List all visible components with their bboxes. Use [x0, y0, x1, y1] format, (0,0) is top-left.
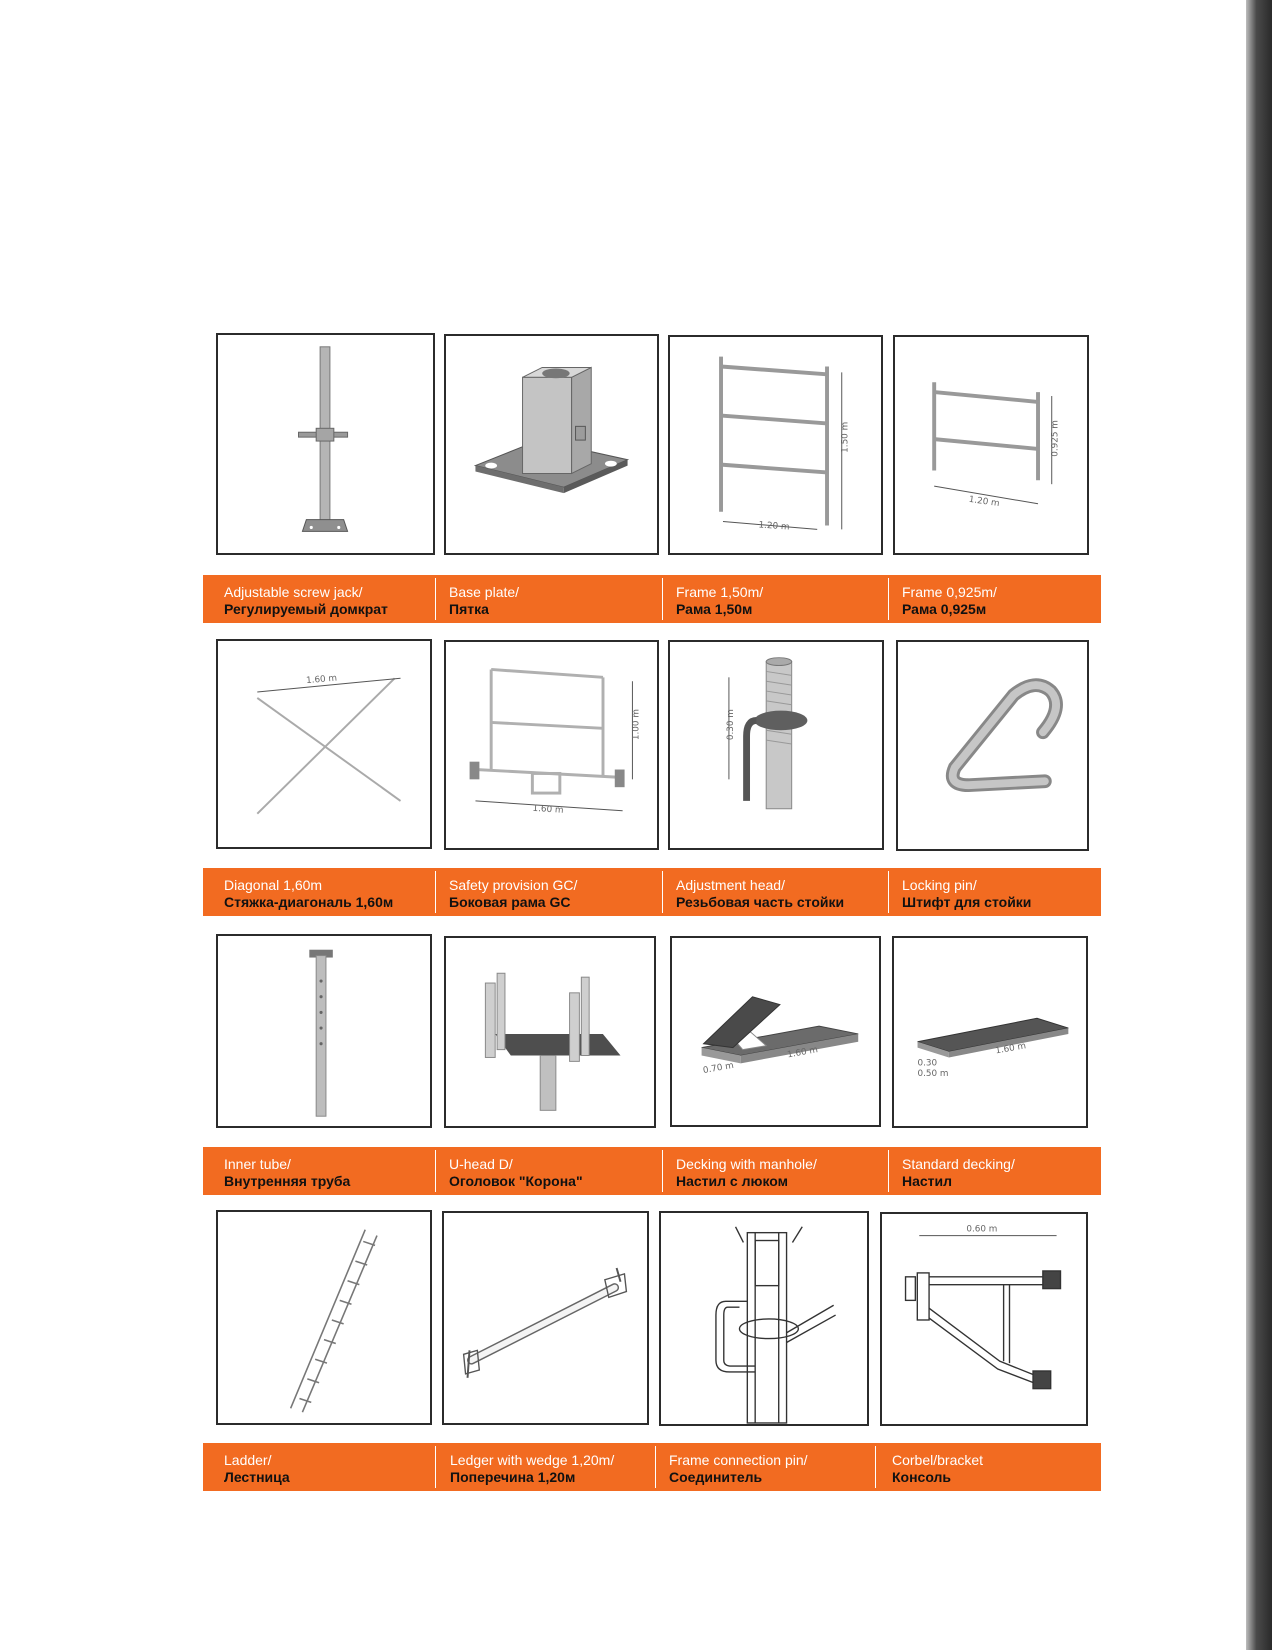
dim-corbel-length: 0.60 m [966, 1224, 998, 1235]
caption-band-row-2 [203, 868, 1101, 916]
image-inner-tube [216, 934, 432, 1128]
image-base-plate [444, 334, 659, 555]
image-ladder [216, 1210, 432, 1425]
dim-frame0925-width: 1.20 m [968, 494, 1001, 510]
image-screw-jack [216, 333, 435, 555]
dim-frame150-height: 1.50 m [840, 421, 851, 453]
caption-band-row-3 [203, 1147, 1101, 1195]
caption-screw-jack: Adjustable screw jack/ Регулируемый домкрат [224, 584, 388, 617]
caption-standard-decking: Standard decking/ Настил [902, 1156, 1015, 1189]
caption-inner-tube: Inner tube/ Внутренняя труба [224, 1156, 351, 1189]
image-u-head-d [444, 936, 656, 1128]
caption-ledger-wedge: Ledger with wedge 1,20m/ Поперечина 1,20м [450, 1452, 615, 1485]
caption-band-row-4 [203, 1443, 1101, 1491]
dim-diagonal-length: 1.60 m [305, 673, 338, 687]
caption-diagonal: Diagonal 1,60m Стяжка-диагональ 1,60м [224, 877, 394, 910]
image-ledger-wedge [442, 1211, 649, 1425]
caption-adjustment-head: Adjustment head/ Резьбовая часть стойки [676, 877, 845, 910]
image-frame-connection-pin [659, 1211, 869, 1426]
dim-gc-width: 1.60 m [532, 803, 564, 816]
image-frame-0925 [893, 335, 1089, 555]
caption-frame-150: Frame 1,50m/ Рама 1,50м [676, 584, 764, 617]
caption-corbel-bracket: Corbel/bracket Консоль [892, 1452, 984, 1485]
dim-manhole-width: 0.70 m [702, 1060, 735, 1077]
image-diagonal [216, 639, 432, 849]
dim-std-width-2: 0.50 m [917, 1069, 949, 1080]
image-adjustment-head [668, 640, 884, 850]
caption-band-row-1 [203, 575, 1101, 623]
caption-frame-0925: Frame 0,925m/ Рама 0,925м [902, 584, 997, 617]
caption-decking-manhole: Decking with manhole/ Настил с люком [676, 1156, 817, 1189]
caption-safety-provision-gc: Safety provision GC/ Боковая рама GC [449, 877, 578, 910]
dim-std-length: 1.60 m [994, 1041, 1027, 1057]
image-locking-pin [896, 640, 1089, 851]
caption-frame-connection-pin: Frame connection pin/ Соединитель [669, 1452, 808, 1485]
dim-gc-height: 1.00 m [631, 709, 642, 741]
page-edge-shadow [1246, 0, 1272, 1650]
caption-u-head-d: U-head D/ Оголовок "Корона" [449, 1156, 583, 1189]
image-frame-150 [668, 335, 883, 555]
dim-manhole-length: 1.60 m [786, 1045, 819, 1061]
dim-std-width-1: 0.30 [917, 1058, 938, 1069]
dim-frame0925-height: 0.925 m [1050, 420, 1061, 457]
dim-adjhead-height: 0.30 m [725, 709, 736, 741]
caption-locking-pin: Locking pin/ Штифт для стойки [902, 877, 1032, 910]
dim-frame150-width: 1.20 m [758, 520, 790, 533]
image-standard-decking [892, 936, 1088, 1128]
caption-base-plate: Base plate/ Пятка [449, 584, 520, 617]
image-corbel-bracket [880, 1212, 1088, 1426]
caption-ladder: Ladder/ Лестница [224, 1452, 290, 1485]
image-safety-provision-gc [444, 640, 659, 850]
image-decking-manhole [670, 936, 881, 1127]
